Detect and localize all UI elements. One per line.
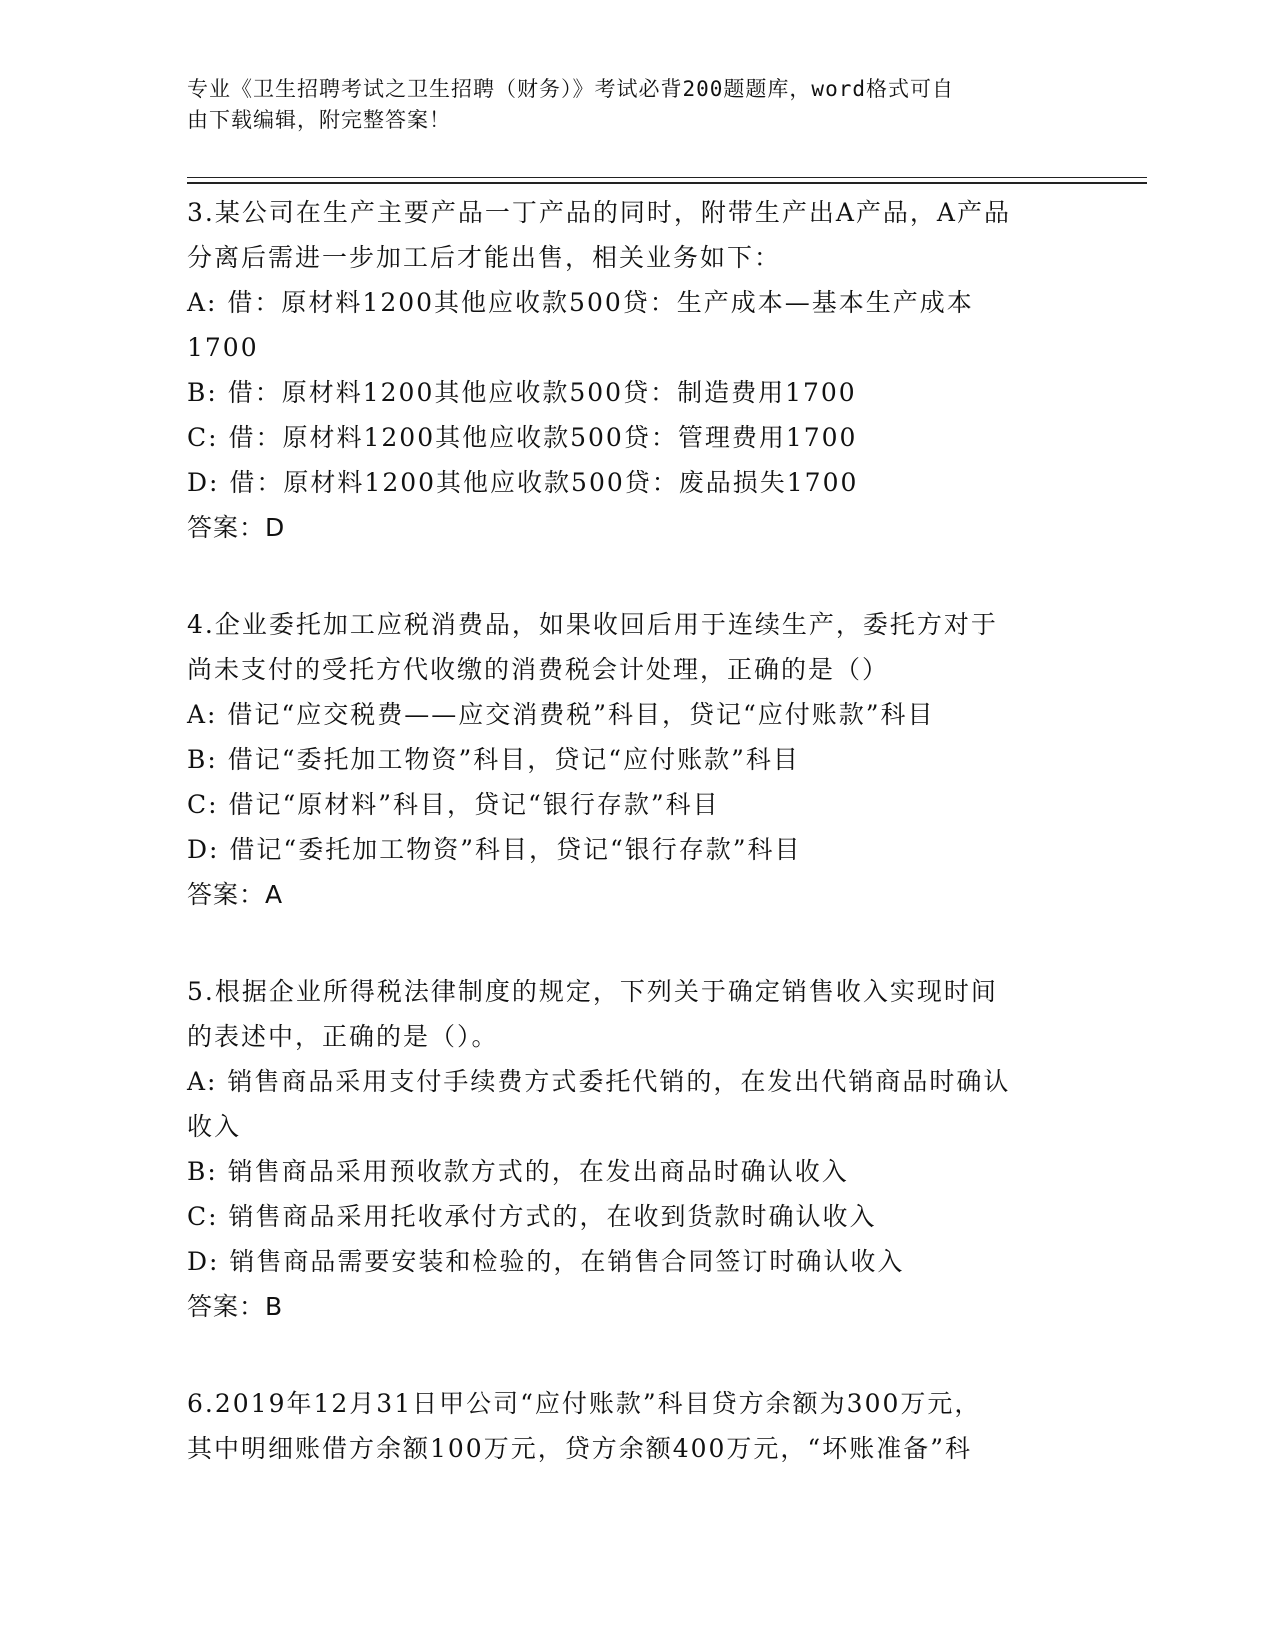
option-b: B: 借记“委托加工物资”科目，贷记“应付账款”科目 [187,745,800,774]
header-line: 由下载编辑，附完整答案！ [187,108,451,132]
option-b: B: 销售商品采用预收款方式的，在发出商品时确认收入 [187,1157,849,1186]
option-a: A: 借记“应交税费——应交消费税”科目，贷记“应付账款”科目 [187,700,935,729]
document-header [187,74,1067,136]
question-text: 4.企业委托加工应税消费品，如果收回后用于连续生产，委托方对于 [187,610,998,639]
question-3 [187,190,1087,550]
question-text: 尚未支付的受托方代收缴的消费税会计处理，正确的是（） [187,655,890,684]
header-divider [187,177,1147,178]
question-4 [187,602,1087,917]
option-a-continued: 1700 [187,333,259,362]
question-text: 3.某公司在生产主要产品一丁产品的同时，附带生产出A产品，A产品 [187,198,1011,227]
question-text: 其中明细账借方余额100万元，贷方余额400万元，“坏账准备”科 [187,1434,972,1463]
answer: 答案：B [187,1292,284,1321]
header-divider [187,182,1147,184]
option-d: D: 借：原材料1200其他应收款500贷：废品损失1700 [187,468,859,497]
question-list [187,190,1087,1523]
option-d: D: 借记“委托加工物资”科目，贷记“银行存款”科目 [187,835,802,864]
option-c: C: 销售商品采用托收承付方式的，在收到货款时确认收入 [187,1202,877,1231]
option-c: C: 借记“原材料”科目，贷记“银行存款”科目 [187,790,720,819]
question-text: 6.2019年12月31日甲公司“应付账款”科目贷方余额为300万元， [187,1389,982,1418]
option-a: A: 销售商品采用支付手续费方式委托代销的，在发出代销商品时确认 [187,1067,1011,1096]
question-5 [187,969,1087,1329]
option-a: A: 借：原材料1200其他应收款500贷：生产成本—基本生产成本 [187,288,974,317]
header-line: 专业《卫生招聘考试之卫生招聘（财务）》考试必背200题题库，word格式可自 [187,77,954,101]
answer: 答案：D [187,513,286,542]
question-text: 的表述中，正确的是（）。 [187,1022,499,1051]
option-d: D: 销售商品需要安装和检验的，在销售合同签订时确认收入 [187,1247,905,1276]
option-a-continued: 收入 [187,1112,242,1141]
option-c: C: 借：原材料1200其他应收款500贷：管理费用1700 [187,423,858,452]
question-6 [187,1381,1087,1471]
question-text: 分离后需进一步加工后才能出售，相关业务如下： [187,243,782,272]
answer: 答案：A [187,880,284,909]
option-b: B: 借：原材料1200其他应收款500贷：制造费用1700 [187,378,857,407]
question-text: 5.根据企业所得税法律制度的规定，下列关于确定销售收入实现时间 [187,977,998,1006]
